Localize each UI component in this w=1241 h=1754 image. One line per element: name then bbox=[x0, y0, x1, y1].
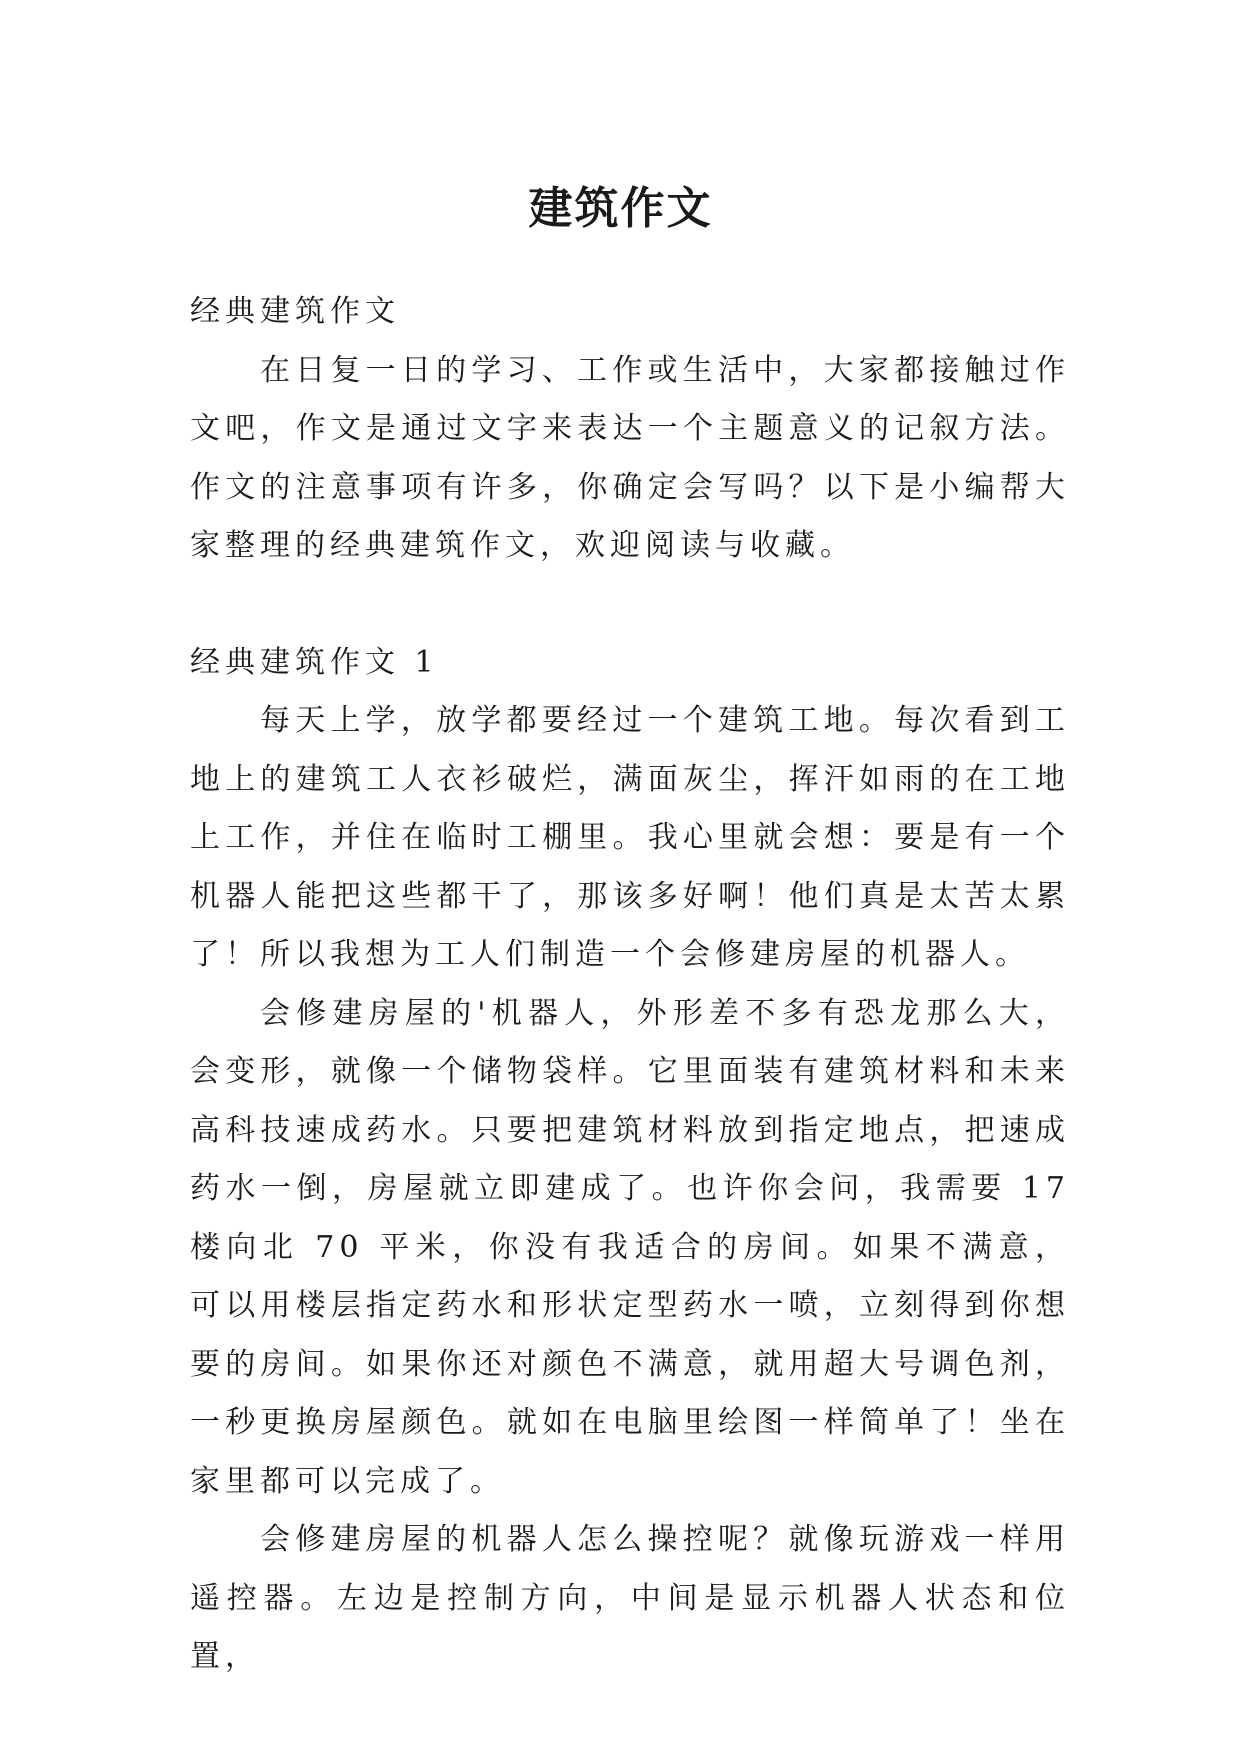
intro-paragraph: 在日复一日的学习、工作或生活中，大家都接触过作文吧，作文是通过文字来表达一个主题意义的记叙方法。作文的注意事项有许多，你确定会写吗？以下是小编帮大家整理的经典建筑作文，欢迎阅读与收藏。 bbox=[190, 352, 1070, 563]
section1-heading: 经典建筑作文 1 bbox=[190, 644, 439, 680]
intro-heading: 经典建筑作文 bbox=[190, 294, 400, 329]
section1-paragraph-1: 每天上学，放学都要经过一个建筑工地。每次看到工地上的建筑工人衣衫破烂，满面灰尘，挥汗如雨的在工地上工作，并住在临时工棚里。我心里就会想：要是有一个机器人能把这些都干了，那该多好啊！他们真是太苦太累了！所以我想为工人们制造一个会修建房屋的机器人。 bbox=[190, 703, 1070, 972]
section1-paragraph-2: 会修建房屋的'机器人，外形差不多有恐龙那么大，会变形，就像一个储物袋样。它里面装有建筑材料和未来高科技速成药水。只要把建筑材料放到指定地点，把速成药水一倒，房屋就立即建成了。也许你会问，我需要 17 楼向北 70 平米，你没有我适合的房间。如果不满意，可以用楼层指定药水和形状定型药水一喷，立刻得到你想要的房间。如果你还对颜色不满意，就用超大号调色剂，一秒更换房屋颜色。就如在电脑里绘图一样简单了！坐在家里都可以完成了。 bbox=[190, 995, 1070, 1499]
document-body bbox=[190, 283, 1070, 1687]
section-spacer bbox=[190, 576, 1070, 634]
document-title: 建筑作文 bbox=[528, 183, 713, 235]
section1-paragraph-3: 会修建房屋的机器人怎么操控呢？就像玩游戏一样用遥控器。左边是控制方向，中间是显示机器人状态和位置， bbox=[190, 1522, 1070, 1674]
